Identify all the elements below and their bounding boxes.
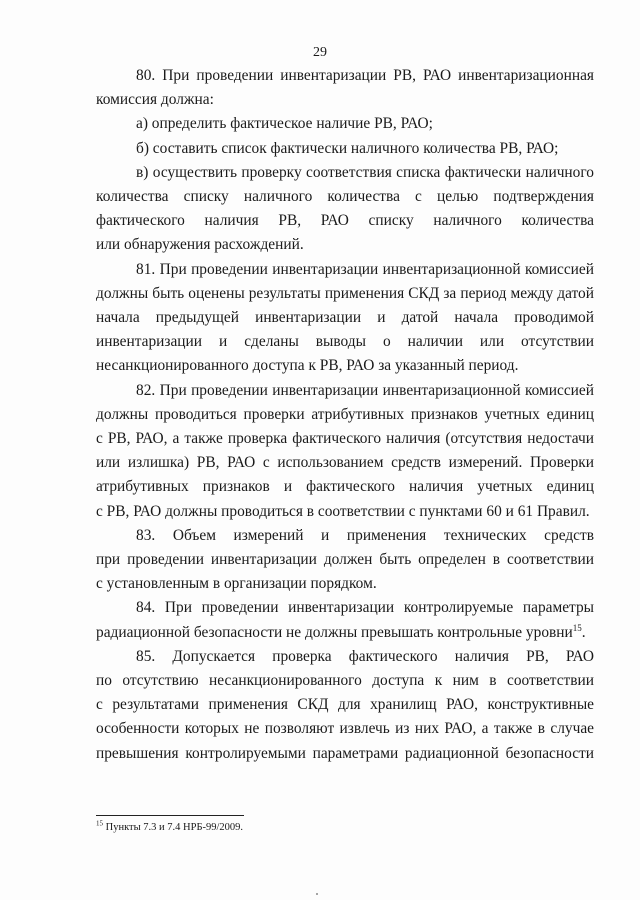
text-line: начала предыдущей инвентаризации и датой начала проводимой <box>96 309 594 327</box>
footnote-separator <box>96 815 244 816</box>
text-line: с результатами применения СКД для хранилищ РАО, конструктивные <box>96 696 594 714</box>
footnote-number: 15 <box>96 819 103 828</box>
text-line: или обнаружения расхождений. <box>96 236 304 254</box>
paragraph-80-b <box>96 137 594 161</box>
paragraph-85 <box>96 645 594 766</box>
paragraph-80-a <box>96 112 594 136</box>
text-line: должны быть оценены результаты применения СКД за период между датой <box>96 284 594 302</box>
text-line: 84. При проведении инвентаризации контролируемые параметры <box>136 599 594 617</box>
text-line: особенности которых не позволяют извлечь из них РАО, а также в случае <box>96 720 594 738</box>
text-line-content: радиационной безопасности не должны превышать контрольные уровни <box>96 623 573 641</box>
text-line: 82. При проведении инвентаризации инвентаризационной комиссией <box>136 381 594 399</box>
text-line: инвентаризации и сделаны выводы о наличии или отсутствии <box>96 333 594 351</box>
text-line: б) составить список фактически наличного количества РВ, РАО; <box>136 139 559 157</box>
text-line: несанкционированного доступа к РВ, РАО за указанный период. <box>96 357 519 375</box>
footnote-reference[interactable]: 15 <box>572 622 582 633</box>
document-body <box>96 64 594 766</box>
text-line: в) осуществить проверку соответствия списка фактически наличного <box>136 163 594 181</box>
text-line: с РВ, РАО, а также проверка фактического наличия (отсутствия недостачи <box>96 430 594 448</box>
text-line: превышения контролируемыми параметрами радиационной безопасности <box>96 744 594 762</box>
text-line: 80. При проведении инвентаризации РВ, РАО инвентаризационная <box>136 67 594 84</box>
paragraph-84 <box>96 596 594 644</box>
text-line: должны проводиться проверки атрибутивных признаков учетных единиц <box>96 405 594 423</box>
text-line: 85. Допускается проверка фактического наличия РВ, РАО <box>136 647 594 665</box>
text-line: с РВ, РАО должны проводиться в соответствии с пунктами 60 и 61 Правил. <box>96 502 590 520</box>
text-line: радиационной безопасности не должны превышать контрольные уровни$^{15}$. <box>96 622 586 641</box>
text-line: а) определить фактическое наличие РВ, РАО; <box>136 115 433 133</box>
paragraph-82 <box>96 379 594 524</box>
text-line: количества списку наличного количества с целью подтверждения <box>96 188 594 206</box>
text-line: 81. При проведении инвентаризации инвентаризационной комиссией <box>136 260 594 278</box>
paragraph-83 <box>96 524 594 597</box>
text-line: по отсутствию несанкционированного доступа к ним в соответствии <box>96 672 594 690</box>
paragraph-81 <box>96 258 594 379</box>
page-number: 29 <box>313 45 327 60</box>
text-line: с установленным в организации порядком. <box>96 575 377 593</box>
text-line: при проведении инвентаризации должен быть определен в соответствии <box>96 551 594 569</box>
scan-speck <box>316 893 318 895</box>
text-line: фактического наличия РВ, РАО списку наличного количества <box>96 212 594 230</box>
text-line: атрибутивных признаков и фактического наличия учетных единиц <box>96 478 594 496</box>
text-line: 83. Объем измерений и применения технических средств <box>136 526 594 544</box>
paragraph-80 <box>96 64 594 112</box>
footnote <box>96 819 244 833</box>
footnote-text: Пункты 7.3 и 7.4 НРБ-99/2009. <box>103 822 244 833</box>
text-line: комиссия должна: <box>96 91 214 109</box>
text-line: или излишка) РВ, РАО с использованием средств измерений. Проверки <box>96 454 594 472</box>
paragraph-80-c <box>96 161 594 258</box>
